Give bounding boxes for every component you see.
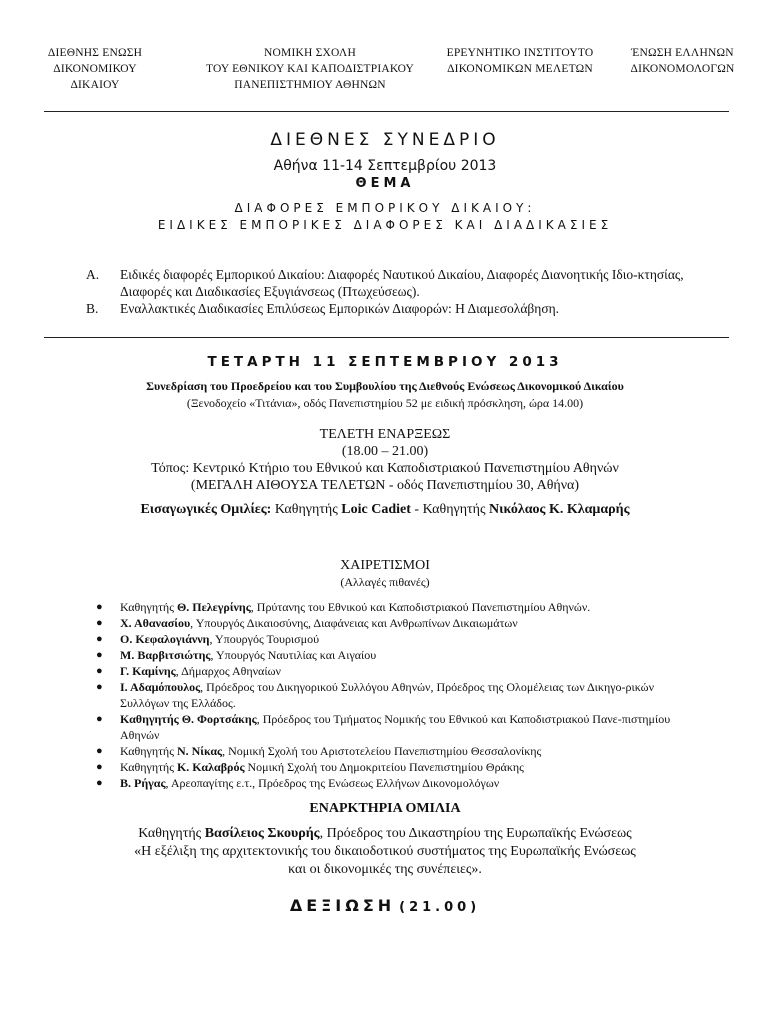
opening-ceremony-hall: (ΜΕΓΑΛΗ ΑΙΘΟΥΣΑ ΤΕΛΕΤΩΝ - οδός Πανεπιστημίου 30, Αθήνα) <box>190 478 580 493</box>
place-text: Κεντρικό Κτήριο του Εθνικού και Καποδιστριακού Πανεπιστημίου Αθηνών <box>192 461 619 476</box>
bullet-icon: ● <box>96 617 103 629</box>
divider-top <box>44 111 729 112</box>
bullet-icon: ● <box>96 713 103 725</box>
topic-text: Εναλλακτικές Διαδικασίες Επιλύσεως Εμπορικών Διαφορών: Η Διαμεσολάβηση. <box>120 301 560 316</box>
organizers-header <box>0 45 768 95</box>
speaker-desc: , Πρόεδρος του Δικαστηρίου της Ευρωπαϊκής Ενώσεως <box>319 826 632 841</box>
opening-ceremony-time: (18.00 – 21.00) <box>341 444 429 459</box>
opening-ceremony-place <box>40 461 730 477</box>
organizer-2-line-1: ΝΟΜΙΚΗ ΣΧΟΛΗ <box>264 47 356 59</box>
conference-title: ΔΙΕΘΝΕΣ ΣΥΝΕΔΡΙΟ <box>270 130 500 150</box>
conference-date-place: Αθήνα 11-14 Σεπτεμβρίου 2013 <box>273 158 497 174</box>
session-note: (Ξενοδοχείο «Τιτάνια», οδός Πανεπιστημίου 52 με ειδική πρόσκληση, ώρα 14.00) <box>186 396 584 410</box>
topic-label: B. <box>86 301 99 316</box>
greetings-title: ΧΑΙΡΕΤΙΣΜΟΙ <box>340 558 430 573</box>
greeting-name: Γ. Καμίνης <box>120 664 176 678</box>
opening-lecture-speaker <box>40 826 730 842</box>
theme-line-1: ΔΙΑΦΟΡΕΣ ΕΜΠΟΡΙΚΟΥ ΔΙΚΑΙΟΥ: <box>234 201 536 215</box>
intro-speeches <box>40 502 730 518</box>
greeting-desc: , Υπουργός Δικαιοσύνης, Διαφάνειας και Ανθρωπίνων Δικαιωμάτων <box>190 616 518 630</box>
greeting-name: Κ. Καλαβρός <box>176 760 245 774</box>
greeting-desc: , Νομική Σχολή του Αριστοτελείου Πανεπιστημίου Θεσσαλονίκης <box>222 744 542 758</box>
greeting-name: Β. Ρήγας <box>120 776 166 790</box>
reception-title: ΔΕΞΙΩΣΗ <box>289 896 396 915</box>
greeting-desc: Νομική Σχολή του Δημοκριτείου Πανεπιστημίου Θράκης <box>244 760 524 774</box>
organizer-4 <box>610 45 755 77</box>
greeting-desc: , Υπουργός Ναυτιλίας και Αιγαίου <box>210 648 377 662</box>
bullet-icon: ● <box>96 633 103 645</box>
list-item <box>96 679 706 711</box>
organizer-4-line-1: ΈΝΩΣΗ ΕΛΛΗΝΩΝ <box>631 47 734 59</box>
greeting-name: Χ. Αθανασίου <box>120 616 191 630</box>
list-item <box>96 711 706 743</box>
greetings-list <box>96 599 706 791</box>
list-item <box>96 647 706 663</box>
session-title: Συνεδρίαση του Προεδρείου και του Συμβουλίου της Διεθνούς Ενώσεως Δικονομικού Δικαίου <box>146 379 624 393</box>
intro-label: Εισαγωγικές Ομιλίες: <box>140 502 272 517</box>
divider-middle <box>44 337 729 338</box>
list-item <box>96 663 706 679</box>
organizer-3-line-1: ΕΡΕΥΝΗΤΙΚΟ ΙΝΣΤΙΤΟΥΤΟ <box>446 47 594 59</box>
bullet-icon: ● <box>96 761 103 773</box>
list-item <box>96 743 706 759</box>
intro-name-2: Νικόλαος Κ. Κλαμαρής <box>489 502 630 517</box>
organizer-2-line-2: ΤΟΥ ΕΘΝΙΚΟΥ ΚΑΙ ΚΑΠΟΔΙΣΤΡΙΑΚΟΥ <box>205 63 415 75</box>
greeting-name: Ι. Αδαμόπουλος <box>120 680 201 694</box>
bullet-icon: ● <box>96 665 103 677</box>
list-item <box>96 615 706 631</box>
lecture-title-line-2: και οι δικονομικές της συνέπειες». <box>288 862 482 877</box>
organizer-1-line-2: ΔΙΚΟΝΟΜΙΚΟΥ ΔΙΚΑΙΟΥ <box>53 63 137 91</box>
greeting-desc: , Πρύτανης του Εθνικού και Καποδιστριακού Πανεπιστημίου Αθηνών. <box>250 600 591 614</box>
intro-separator: - <box>414 502 420 517</box>
topic-item <box>86 300 706 317</box>
greeting-prefix: Καθηγητής <box>120 744 177 758</box>
intro-name-1: Loic Cadiet <box>341 502 411 517</box>
organizer-1-line-1: ΔΙΕΘΝΗΣ ΕΝΩΣΗ <box>47 47 143 59</box>
intro-role-2: Καθηγητής <box>422 502 486 517</box>
reception <box>40 896 730 916</box>
organizer-3 <box>440 45 600 77</box>
day-title: ΤΕΤΑΡΤΗ 11 ΣΕΠΤΕΜΒΡΙΟΥ 2013 <box>207 354 563 370</box>
bullet-icon: ● <box>96 745 103 757</box>
organizer-2 <box>205 45 415 93</box>
theme-line-2: ΕΙΔΙΚΕΣ ΕΜΠΟΡΙΚΕΣ ΔΙΑΦΟΡΕΣ ΚΑΙ ΔΙΑΔΙΚΑΣΙΕΣ <box>157 218 613 232</box>
speaker-name: Βασίλειος Σκουρής <box>204 826 320 841</box>
greeting-desc: , Αρεοπαγίτης ε.τ., Πρόεδρος της Ενώσεως Ελλήνων Δικονομολόγων <box>165 776 500 790</box>
organizer-3-line-2: ΔΙΚΟΝΟΜΙΚΩΝ ΜΕΛΕΤΩΝ <box>447 63 593 75</box>
topics-list <box>86 266 706 317</box>
list-item <box>96 775 706 791</box>
list-item <box>96 631 706 647</box>
place-label: Τόπος: <box>151 461 190 476</box>
greeting-desc: , Δήμαρχος Αθηναίων <box>175 664 281 678</box>
reception-time: (21.00) <box>399 900 481 915</box>
greeting-name: Μ. Βαρβιτσιώτης <box>120 648 211 662</box>
bullet-icon: ● <box>96 681 103 693</box>
greeting-name: Θ. Πελεγρίνης <box>176 600 251 614</box>
bullet-icon: ● <box>96 649 103 661</box>
organizer-1 <box>30 45 160 93</box>
list-item <box>96 759 706 775</box>
theme-label: ΘΕΜΑ <box>355 176 415 191</box>
topic-item <box>86 266 706 300</box>
greeting-name: Ν. Νίκας <box>176 744 223 758</box>
speaker-role: Καθηγητής <box>138 826 202 841</box>
greeting-desc: , Πρόεδρος του Δικηγορικού Συλλόγου Αθηνών, Πρόεδρος της Ολομέλειας των Δικηγο-ρικών Συλλόγων της Ελλάδος. <box>120 680 655 710</box>
greeting-prefix: Καθηγητής <box>120 600 177 614</box>
greeting-desc: , Πρόεδρος του Τμήματος Νομικής του Εθνικού και Καποδιστριακού Πανε-πιστημίου Αθηνών <box>120 712 671 742</box>
organizer-2-line-3: ΠΑΝΕΠΙΣΤΗΜΙΟΥ ΑΘΗΝΩΝ <box>234 79 386 91</box>
opening-lecture-title: ΕΝΑΡΚΤΗΡΙΑ ΟΜΙΛΙΑ <box>309 801 461 816</box>
greeting-name: Ο. Κεφαλογιάννη <box>120 632 210 646</box>
greeting-prefix: Καθηγητής <box>120 760 177 774</box>
lecture-title-line-1: «Η εξέλιξη της αρχιτεκτονικής του δικαιοδοτικού συστήματος της Ευρωπαϊκής Ενώσεως <box>134 844 636 859</box>
intro-role-1: Καθηγητής <box>274 502 338 517</box>
greeting-desc: , Υπουργός Τουρισμού <box>209 632 320 646</box>
topic-label: A. <box>86 267 100 282</box>
bullet-icon: ● <box>96 777 103 789</box>
organizer-4-line-2: ΔΙΚΟΝΟΜΟΛΟΓΩΝ <box>630 63 735 75</box>
opening-ceremony-title: ΤΕΛΕΤΗ ΕΝΑΡΞΕΩΣ <box>319 427 451 442</box>
greeting-name: Καθηγητής Θ. Φορτσάκης <box>120 712 257 726</box>
bullet-icon: ● <box>96 601 103 613</box>
list-item <box>96 599 706 615</box>
greetings-note: (Αλλαγές πιθανές) <box>340 575 430 589</box>
topic-text: Ειδικές διαφορές Εμπορικού Δικαίου: Διαφορές Ναυτικού Δικαίου, Διαφορές Διανοητικής Ιδιο-κτησίας, Διαφορές και Διαδικασίες Εξυγιάνσεως (Πτωχεύσεως). <box>120 267 684 299</box>
